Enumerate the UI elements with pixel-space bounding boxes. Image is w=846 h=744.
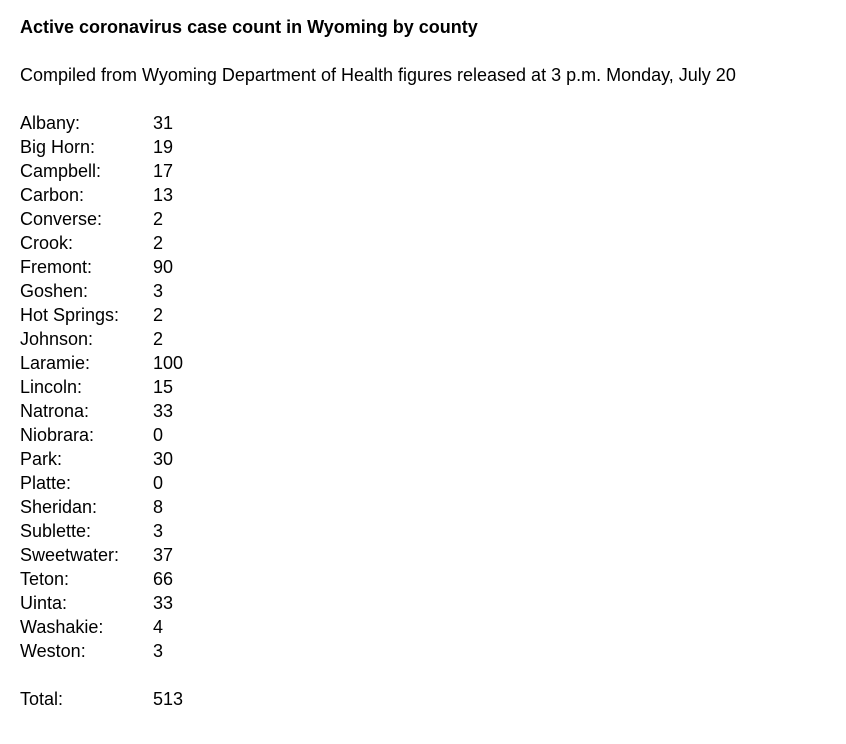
county-count: 66 — [153, 569, 174, 589]
county-row — [20, 447, 846, 471]
county-name: Fremont: — [20, 257, 93, 277]
county-row — [20, 159, 846, 183]
county-row — [20, 591, 846, 615]
total-label: Total: — [20, 689, 64, 709]
county-row — [20, 303, 846, 327]
county-row — [20, 519, 846, 543]
county-row — [20, 231, 846, 255]
county-name: Laramie: — [20, 353, 91, 373]
county-count: 33 — [153, 593, 174, 613]
county-name: Crook: — [20, 233, 74, 253]
county-count: 31 — [153, 113, 174, 133]
county-name: Sweetwater: — [20, 545, 120, 565]
county-name: Lincoln: — [20, 377, 83, 397]
county-count: 2 — [153, 329, 164, 349]
county-row — [20, 471, 846, 495]
county-row — [20, 543, 846, 567]
county-name: Carbon: — [20, 185, 85, 205]
county-count: 13 — [153, 185, 174, 205]
county-count: 3 — [153, 521, 164, 541]
county-row — [20, 135, 846, 159]
county-case-list — [20, 111, 846, 711]
county-count: 33 — [153, 401, 174, 421]
county-row — [20, 351, 846, 375]
county-name: Converse: — [20, 209, 103, 229]
county-row — [20, 567, 846, 591]
county-count: 0 — [153, 425, 164, 445]
county-count: 2 — [153, 233, 164, 253]
county-count: 17 — [153, 161, 174, 181]
county-row — [20, 183, 846, 207]
county-name: Johnson: — [20, 329, 94, 349]
county-name: Natrona: — [20, 401, 90, 421]
county-count: 0 — [153, 473, 164, 493]
county-count: 30 — [153, 449, 174, 469]
county-count: 8 — [153, 497, 164, 517]
county-count: 2 — [153, 209, 164, 229]
county-row — [20, 423, 846, 447]
county-name: Washakie: — [20, 617, 104, 637]
county-name: Hot Springs: — [20, 305, 120, 325]
county-count: 4 — [153, 617, 164, 637]
county-count: 2 — [153, 305, 164, 325]
total-row — [20, 687, 846, 711]
county-name: Niobrara: — [20, 425, 95, 445]
county-row — [20, 327, 846, 351]
county-name: Park: — [20, 449, 63, 469]
county-name: Sheridan: — [20, 497, 98, 517]
county-name: Weston: — [20, 641, 86, 661]
document-title: Active coronavirus case count in Wyoming by county — [20, 17, 478, 37]
county-row — [20, 111, 846, 135]
county-count: 19 — [153, 137, 174, 157]
county-row — [20, 639, 846, 663]
county-name: Albany: — [20, 113, 81, 133]
county-count: 3 — [153, 641, 164, 661]
county-row — [20, 399, 846, 423]
county-count: 37 — [153, 545, 174, 565]
total-count: 513 — [153, 689, 184, 709]
county-row — [20, 207, 846, 231]
county-count: 90 — [153, 257, 174, 277]
county-name: Uinta: — [20, 593, 68, 613]
county-name: Goshen: — [20, 281, 89, 301]
document-subtitle: Compiled from Wyoming Department of Health figures released at 3 p.m. Monday, July 20 — [20, 65, 736, 85]
county-row — [20, 495, 846, 519]
county-count: 100 — [153, 353, 184, 373]
county-row — [20, 255, 846, 279]
county-row — [20, 279, 846, 303]
county-name: Teton: — [20, 569, 70, 589]
county-name: Platte: — [20, 473, 72, 493]
county-name: Sublette: — [20, 521, 92, 541]
county-count: 15 — [153, 377, 174, 397]
county-name: Campbell: — [20, 161, 102, 181]
county-count: 3 — [153, 281, 164, 301]
county-name: Big Horn: — [20, 137, 96, 157]
county-row — [20, 375, 846, 399]
county-row — [20, 615, 846, 639]
